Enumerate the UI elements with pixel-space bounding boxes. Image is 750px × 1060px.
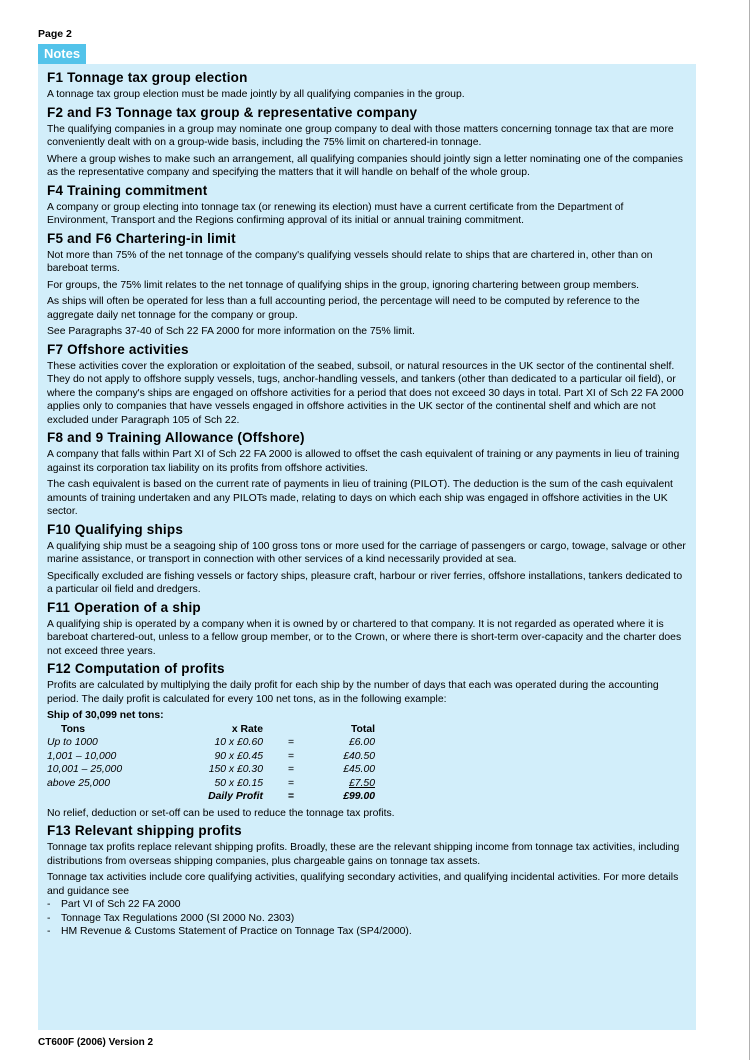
tons-cell-text: 1,001 – 10,000 bbox=[47, 750, 117, 762]
section-paragraph: A qualifying ship is operated by a company when it is owned by or chartered to that company. It is not regarded as operated where it is bareboat chartered-out, unless to a fellow group member, or to the Crown, or where there is short-term over-capacity and the charter does not exceed three years. bbox=[47, 618, 682, 657]
col-tons: Tons bbox=[61, 723, 86, 735]
daily-profit-total bbox=[319, 790, 375, 804]
calculation-example bbox=[47, 709, 687, 804]
daily-profit-label-text: Daily Profit bbox=[208, 791, 263, 802]
table-row bbox=[47, 736, 375, 750]
tons-cell bbox=[47, 777, 161, 791]
note-section bbox=[47, 183, 687, 228]
total-cell bbox=[319, 777, 375, 791]
section-heading: F1 Tonnage tax group election bbox=[47, 70, 248, 85]
equals-cell bbox=[263, 763, 319, 777]
section-heading: F10 Qualifying ships bbox=[47, 521, 184, 537]
total-cell bbox=[319, 736, 375, 750]
example-title: Ship of 30,099 net tons: bbox=[47, 710, 164, 721]
notes-tab: Notes bbox=[38, 44, 86, 64]
section-paragraph: A tonnage tax group election must be made jointly by all qualifying companies in the group. bbox=[47, 89, 465, 100]
section-paragraph: No relief, deduction or set-off can be used to reduce the tonnage tax profits. bbox=[47, 807, 395, 819]
table-row bbox=[47, 750, 375, 764]
daily-profit-row bbox=[47, 790, 375, 804]
notes-panel bbox=[38, 64, 696, 1030]
tons-cell-text: 10,001 – 25,000 bbox=[47, 764, 123, 775]
section-paragraph: For groups, the 75% limit relates to the net tonnage of qualifying ships in the group, ignoring chartering between group members. bbox=[47, 279, 640, 291]
rate-cell bbox=[161, 777, 263, 791]
note-section bbox=[47, 342, 687, 428]
equals-cell-text: = bbox=[287, 764, 295, 775]
total-cell-text: £45.00 bbox=[343, 764, 375, 775]
daily-profit-total-text: £99.00 bbox=[343, 791, 375, 802]
note-section bbox=[47, 522, 687, 597]
section-paragraph: The cash equivalent is based on the current rate of payments in lieu of training (PILOT). The deduction is the sum of the cash equivalent amounts of training undertaken and any PILOTs made, relating to days on which each ship was engaged in offshore activities in the UK sector. bbox=[47, 479, 673, 517]
section-paragraph: These activities cover the exploration or exploitation of the seabed, subsoil, or natural resources in the UK sector of the continental shelf. They do not apply to offshore supply vessels, tugs, anchor-handling vessels, and tankers (other than dedicated to a particular oil field), or where the company's ships are engaged on offshore activities for a period that does not exceed 30 days in total. Part XI of Sch 22 FA 2000 applies only to companies that have vessels engaged in offshore activities in the UK sector of the continental shelf and which are not excluded under Paragraph 105 of Sch 22. bbox=[47, 360, 684, 426]
total-cell-text: £40.50 bbox=[343, 750, 375, 762]
section-heading: F13 Relevant shipping profits bbox=[47, 823, 242, 838]
section-heading: F5 and F6 Chartering-in limit bbox=[47, 230, 236, 246]
section-f12 bbox=[47, 661, 687, 820]
section-paragraph: As ships will often be operated for less than a full accounting period, the percentage will need to be computed by reference to the aggregate daily net tonnage for the company or group. bbox=[47, 296, 640, 321]
page-number: Page 2 bbox=[38, 28, 72, 40]
col-rate: x Rate bbox=[231, 723, 263, 735]
list-item: - Tonnage Tax Regulations 2000 (SI 2000 No. 2303) bbox=[47, 912, 687, 926]
rate-cell-text: 50 x £0.15 bbox=[214, 777, 263, 789]
equals-cell bbox=[263, 790, 319, 804]
tons-cell bbox=[47, 750, 161, 764]
rate-cell-text: 90 x £0.45 bbox=[214, 750, 263, 762]
table-row bbox=[47, 763, 375, 777]
tons-cell bbox=[47, 736, 161, 750]
rate-cell-text: 150 x £0.30 bbox=[208, 764, 263, 775]
section-paragraph: Tonnage tax activities include core qualifying activities, qualifying secondary activities, and qualifying incidental activities. For more details and guidance see bbox=[47, 872, 679, 897]
rate-cell-text: 10 x £0.60 bbox=[214, 737, 263, 748]
tons-cell bbox=[47, 763, 161, 777]
equals-cell-text: = bbox=[287, 750, 295, 762]
total-cell bbox=[319, 763, 375, 777]
table-row bbox=[47, 777, 375, 791]
daily-profit-label bbox=[161, 790, 263, 804]
section-paragraph: A company that falls within Part XI of Sch 22 FA 2000 is allowed to offset the cash equivalent of training or any payments in lieu of training against its corporation tax liability on its profits from offshore activities. bbox=[47, 449, 680, 474]
equals-cell-text: = bbox=[287, 777, 295, 789]
rate-cell bbox=[161, 763, 263, 777]
section-f13 bbox=[47, 823, 687, 939]
equals-cell bbox=[263, 736, 319, 750]
section-paragraph: Where a group wishes to make such an arrangement, all qualifying companies should jointly sign a letter nominating one of the companies as the representative company and specifying the matters that it will handle on behalf of the whole group. bbox=[47, 153, 683, 178]
note-section bbox=[47, 430, 687, 519]
total-cell-text: £7.50 bbox=[348, 777, 375, 789]
total-cell-text: £6.00 bbox=[348, 737, 375, 748]
equals-cell-text: = bbox=[287, 791, 295, 802]
guidance-list bbox=[47, 898, 687, 939]
equals-cell-text: = bbox=[287, 737, 295, 748]
tons-cell-text: Up to 1000 bbox=[47, 737, 98, 748]
section-heading: F2 and F3 Tonnage tax group & representative company bbox=[47, 104, 418, 120]
equals-cell bbox=[263, 750, 319, 764]
section-paragraph: Tonnage tax profits replace relevant shipping profits. Broadly, these are the relevant shipping income from tonnage tax activities, including distributions from overseas shipping companies, plus chargeable gains on tonnage tax assets. bbox=[47, 842, 680, 867]
note-section bbox=[47, 231, 687, 339]
rate-cell bbox=[161, 736, 263, 750]
note-section bbox=[47, 600, 687, 659]
section-heading: F12 Computation of profits bbox=[47, 661, 225, 676]
notes-sections bbox=[47, 70, 687, 658]
total-cell bbox=[319, 750, 375, 764]
section-heading: F8 and 9 Training Allowance (Offshore) bbox=[47, 430, 305, 445]
col-total: Total bbox=[350, 723, 375, 735]
tons-cell-text: above 25,000 bbox=[47, 777, 110, 789]
form-version-footer: CT600F (2006) Version 2 bbox=[38, 1037, 154, 1048]
rate-cell bbox=[161, 750, 263, 764]
section-paragraph: Specifically excluded are fishing vessels or factory ships, pleasure craft, harbour or river ferries, offshore installations, tankers dedicated to a particular oil field and dredgers. bbox=[47, 570, 683, 595]
section-paragraph: Profits are calculated by multiplying the daily profit for each ship by the number of days that each was operated during the accounting period. The daily profit is calculated for every 100 net tons, as in the following example: bbox=[47, 680, 659, 705]
section-paragraph: See Paragraphs 37-40 of Sch 22 FA 2000 for more information on the 75% limit. bbox=[47, 326, 415, 337]
section-paragraph: The qualifying companies in a group may nominate one group company to deal with those matters concerning tonnage tax that are more conveniently dealt with on a group-wide basis, including the 75% limit on chartered-in tonnage. bbox=[47, 123, 674, 148]
note-section bbox=[47, 105, 687, 180]
section-paragraph: Not more than 75% of the net tonnage of the company's qualifying vessels should relate to ships that are chartered in, other than on bareboat terms. bbox=[47, 249, 653, 274]
equals-cell bbox=[263, 777, 319, 791]
list-item: - HM Revenue & Customs Statement of Practice on Tonnage Tax (SP4/2000). bbox=[47, 925, 687, 939]
note-section bbox=[47, 70, 687, 102]
section-heading: F4 Training commitment bbox=[47, 182, 208, 198]
table-header-row bbox=[47, 723, 375, 737]
section-paragraph: A qualifying ship must be a seagoing ship of 100 gross tons or more used for the carriage of passengers or cargo, towage, salvage or other marine assistance, or transport in connection with other services of a kind necessarily provided at sea. bbox=[47, 540, 686, 565]
section-paragraph: A company or group electing into tonnage tax (or renewing its election) must have a current certificate from the Department of Environment, Transport and the Regions confirming approval of its initial or annual training commitment. bbox=[47, 201, 624, 226]
list-item: - Part VI of Sch 22 FA 2000 bbox=[47, 898, 687, 912]
calculation-table bbox=[47, 723, 375, 804]
section-heading: F7 Offshore activities bbox=[47, 341, 189, 357]
section-heading: F11 Operation of a ship bbox=[47, 599, 201, 615]
